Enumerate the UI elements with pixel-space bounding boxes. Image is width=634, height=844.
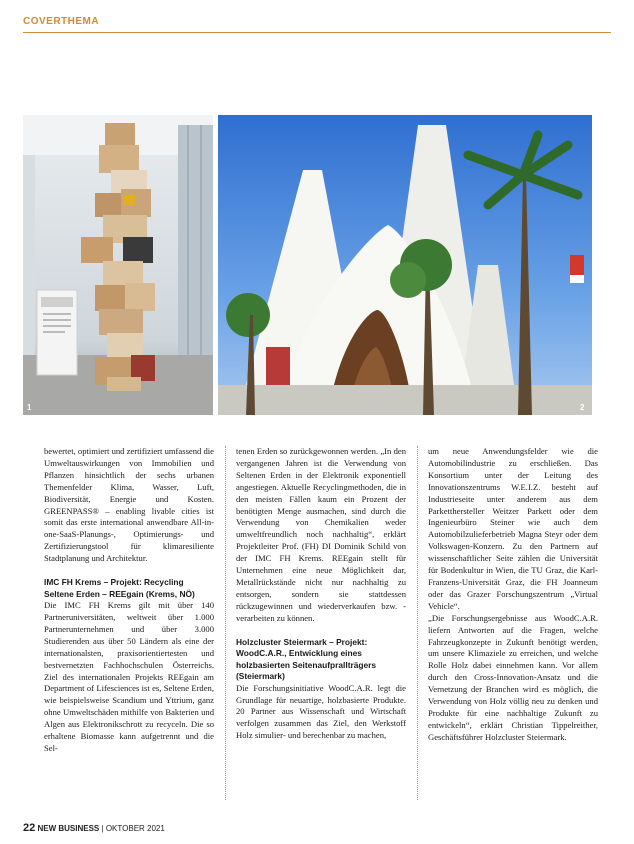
photo-number-2: 2 [580, 403, 585, 412]
text-column-3 [428, 446, 598, 744]
issue-date: OKTOBER 2021 [105, 824, 165, 833]
paragraph: „Die Forschungsergebnisse aus WoodC.A.R. liefern Antworten auf die Fragen, welche Fahrzeugkonzepte in Zukunft benötigt werden, um unsere Klimaziele zu erreichen, und welche Rolle Holz dabei einnehmen kann. Vor allem durch den Cross-Innovation-Ansatz und die Vernetzung der Branchen wird es möglich, die Verwendung von Holz völlig neu zu denken und Produkte für eine nachhaltige Zukunft zu entwickeln“, erklärt Christian Tippelreither, Geschäftsführer Holzcluster Steiermark. [428, 612, 598, 742]
page-number: 22 [23, 822, 36, 834]
text-column-1 [44, 446, 214, 755]
photo-cone-pavilion [218, 115, 592, 415]
photo-cone-pavilion-illustration [218, 115, 592, 415]
subheading-holzcluster: Holzcluster Steiermark – Projekt: WoodC.A.R., Entwicklung eines holzbasierten Seitenaufprallträgers (Steiermark) [236, 636, 377, 682]
subheading-imc-krems: IMC FH Krems – Projekt: Recycling Seltene Erden – REEgain (Krems, NÖ) [44, 577, 195, 599]
page-footer [23, 822, 165, 834]
section-tag: COVERTHEMA [23, 16, 100, 27]
paragraph: bewertet, optimiert und zertifiziert umfassend die Umweltauswirkungen von Immobilien und Pflanzen hinsichtlich der sechs urbanen Themenfelder Klima, Wasser, Luft, Biodiversität, Energie und Kosten. GREENPASS® – enabling livable cities ist somit das erste international anwendbare All-in-one-SaaS-Planungs-, Optimierungs- und Zertifizierungstool für klimaresiliente Stadtplanung und Architektur. [44, 446, 214, 564]
paragraph: tenen Erden so zurückgewonnen werden. „In den vergangenen Jahren ist die Verwendung von Seltenen Erden in der Elektronik exponentiell angestiegen. Aktuelle Recyclingmethoden, die in den meisten Fällen kaum ein Prozent der benötigten Menge ausmachen, sind durch die Verwendung von Chemikalien weder umweltfreundlich noch nachhaltig“, erklärt Projektleiter Prof. (FH) DI Dominik Schild von der IMC FH Krems. REEgain stellt für Unternehmen eine neue Möglichkeit dar, Metallrückstände nicht nur nachhaltig zu entsorgen, sondern sie stattdessen rückzugewinnen und wiederverkaufen bzw. -verarbeiten zu können. [236, 446, 406, 623]
paragraph: Die IMC FH Krems gilt mit über 140 Partneruniversitäten, weltweit über 1.000 Partnerunternehmen und über 3.000 Studierenden aus über 50 Ländern als eine der internationalsten, praxisorientiertesten und bestvernetzten Fachhochschulen Österreichs. Ziel des internationalen Projekts REEgain am Department of Lifesciences ist es, Seltene Erden, wie beispielsweise Scandium und Yttrium, ganz ohne Umweltschäden mithilfe von Bakterien und Algen aus Elektronikschrott zu recyceln. Die so erhaltene Biomasse kann aufgetrennt und die Sel- [44, 600, 214, 753]
column-divider [225, 446, 226, 800]
footer-separator: | [101, 824, 104, 833]
section-divider [23, 32, 611, 33]
column-divider [417, 446, 418, 800]
magazine-name: NEW BUSINESS [37, 824, 100, 833]
paragraph: um neue Anwendungsfelder wie die Automobilindustrie zu erschließen. Das Konsortium unter der Leitung des Innovationszentrums W.E.I.Z. besteht auf Industrieseite unter anderem aus dem Parketthersteller Weitzer Parkett oder dem Ingenieurbüro Steiner wie auch dem Automobilzulieferbetrieb Magna Steyr oder dem Volkswagen-Konzern. Zu den Partnern auf wissenschaftlicher Seite zählen die Universität für Bodenkultur in Wien, die TU Graz, die Karl-Franzens-Universität Graz, die FH Joanneum oder das Grazer Forschungszentrum „Virtual Vehicle“. [428, 446, 598, 611]
text-column-2 [236, 446, 406, 742]
paragraph: Die Forschungsinitiative WoodC.A.R. legt die Grundlage für neuartige, holzbasierte Produkte. 20 Partner aus Wissenschaft und Wirtschaft verfolgen zusammen das Ziel, den Werkstoff Holz simulier- und berechenbar zu machen, [236, 682, 406, 741]
photo-wooden-tower [23, 115, 213, 415]
photo-number-1: 1 [27, 403, 32, 412]
photo-wooden-tower-illustration [23, 115, 213, 415]
